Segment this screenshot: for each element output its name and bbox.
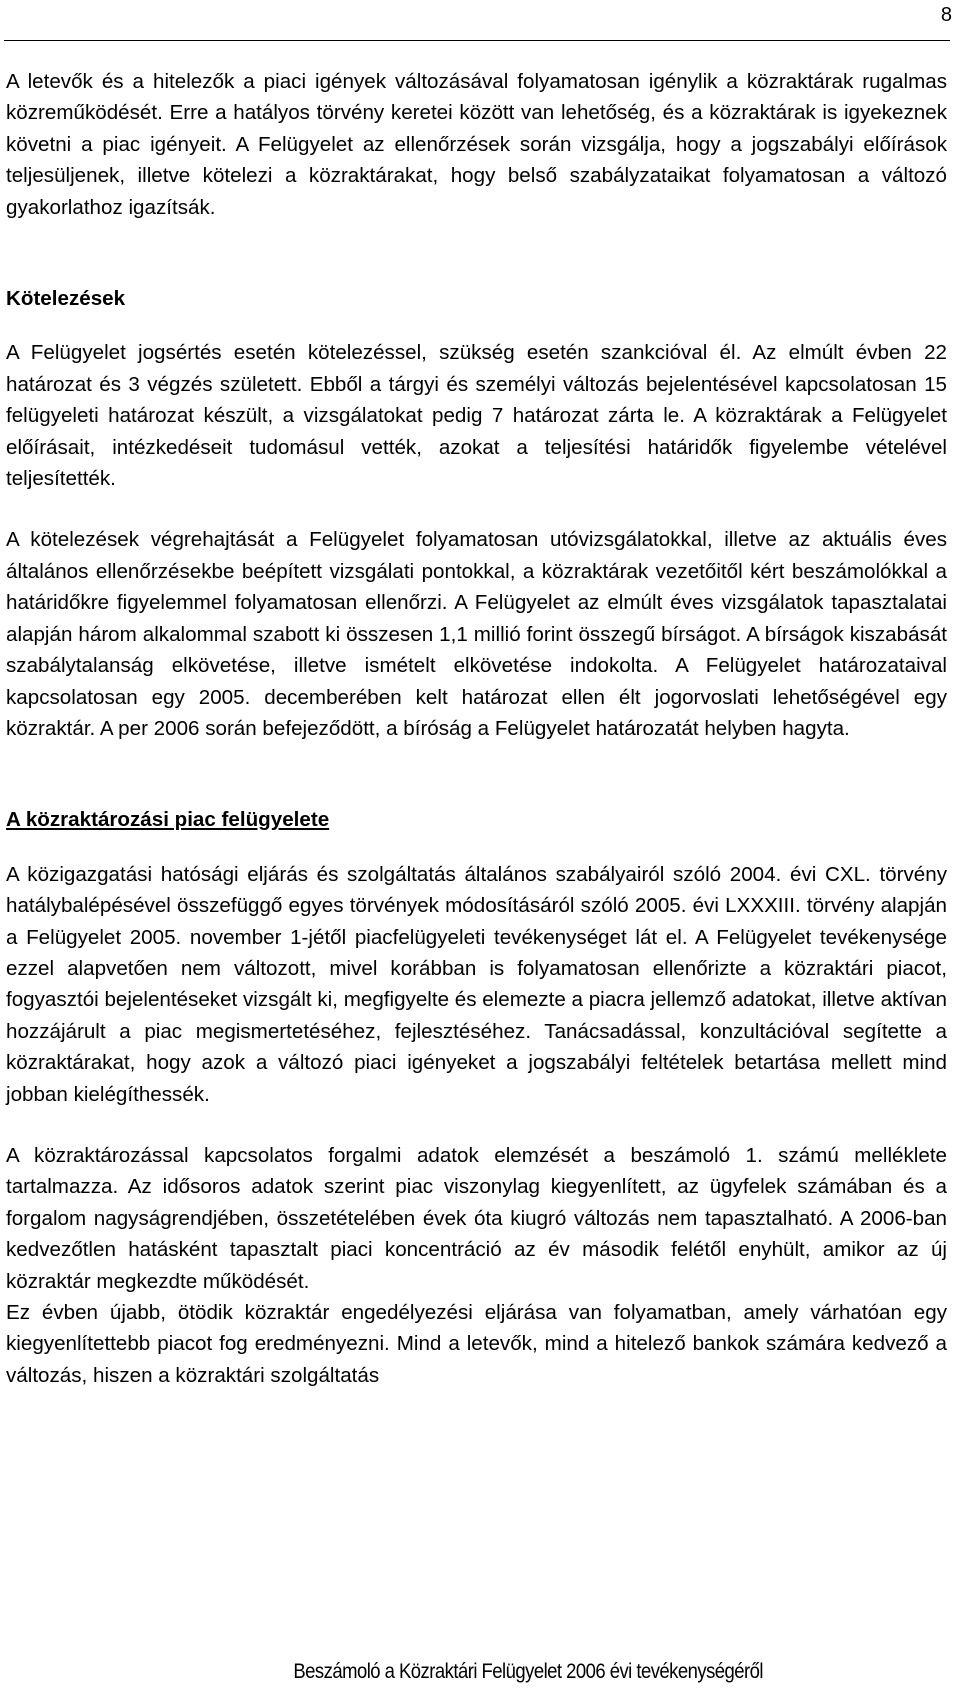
- section-heading-piac-felugyelete: [6, 804, 947, 835]
- kotelezesek-paragraph-1: A Felügyelet jogsértés esetén kötelezéssel, szükség esetén szankcióval él. Az elmúlt évben 22 határozat és 3 végzés született. Ebből a tárgyi és személyi változás bejelentésével kapcsolatosan 15 felügyeleti határozat készült, a vizsgálatokat pedig 7 határozat zárta le. A közraktárak a Felügyelet előírásait, intézkedéseit tudomásul vették, azokat a teljesítési határidők figyelembe vételével teljesítették.: [6, 341, 947, 491]
- intro-paragraph: A letevők és a hitelezők a piaci igények változásával folyamatosan igénylik a közraktárak rugalmas közreműködését. Erre a hatályos törvény keretei között van lehetőség, és a közraktárak is igyekeznek követni a piac igényeit. A Felügyelet az ellenőrzések során vizsgálja, hogy a jogszabályi előírások teljesüljenek, illetve kötelezi a közraktárakat, hogy belső szabályzataikat folyamatosan a változó gyakorlathoz igazítsák.: [6, 70, 947, 219]
- page-number: 8: [940, 4, 952, 26]
- section-heading-kotelezesek: Kötelezések: [6, 287, 126, 311]
- section-heading-text: A közraktározási piac felügyelete: [6, 808, 330, 832]
- piac-paragraph-3: Ez évben újabb, ötödik közraktár engedélyezési eljárása van folyamatban, amely várhatóan egy kiegyenlítettebb piacot fog eredményezni. Mind a letevők, mind a hitelező bankok számára kedvező a változás, hiszen a közraktári szolgáltatás: [6, 1301, 947, 1387]
- kotelezesek-paragraph-2: A kötelezések végrehajtását a Felügyelet folyamatosan utóvizsgálatokkal, illetve az aktuális éves általános ellenőrzésekbe beépített vizsgálati pontokkal, a közraktárak vezetőitől kért beszámolókkal a határidőkre figyelemmel folyamatosan ellenőrzi. A Felügyelet az elmúlt éves vizsgálatok tapasztalatai alapján három alkalommal szabott ki összesen 1,1 millió forint összegű bírságot. A bírságok kiszabását szabálytalanság elkövetése, illetve ismételt elkövetése indokolta. A Felügyelet határozataival kapcsolatosan egy 2005. decemberében kelt határozat ellen élt jogorvoslati lehetőségével egy közraktár. A per 2006 során befejeződött, a bíróság a Felügyelet határozatát helyben hagyta.: [6, 528, 947, 740]
- header-divider: [4, 40, 950, 41]
- footer-text: Beszámoló a Közraktári Felügyelet 2006 évi tevékenységéről: [293, 1660, 764, 1683]
- document-body: [6, 66, 947, 1391]
- page-footer: [62, 1658, 907, 1686]
- piac-paragraph-1: A közigazgatási hatósági eljárás és szolgáltatás általános szabályairól szóló 2004. évi CXL. törvény hatálybalépésével összefüggő egyes törvények módosításáról szóló 2005. évi LXXXIII. törvény alapján a Felügyelet 2005. november 1-jétől piacfelügyeleti tevékenységet lát el. A Felügyelet tevékenysége ezzel alapvetően nem változott, mivel korábban is folyamatosan ellenőrizte a közraktári piacot, fogyasztói bejelentéseket vizsgált ki, megfigyelte és elemezte a piacra jellemző adatokat, illetve aktívan hozzájárult a piac megismertetéséhez, fejlesztéséhez. Tanácsadással, konzultációval segítette a közraktárakat, hogy azok a változó piaci igényeket a jogszabályi feltételek betartása mellett mind jobban kielégíthessék.: [6, 862, 947, 1106]
- piac-paragraph-2: A közraktározással kapcsolatos forgalmi adatok elemzését a beszámoló 1. számú melléklete tartalmazza. Az idősoros adatok szerint piac viszonylag kiegyenlített, az ügyfelek számában és a forgalom nagyságrendjében, összetételében évek óta kiugró változás nem tapasztalható. A 2006-ban kedvezőtlen hatásként tapasztalt piaci koncentráció az év második felétől enyhült, amikor az új közraktár megkezdte működését.: [6, 1143, 947, 1293]
